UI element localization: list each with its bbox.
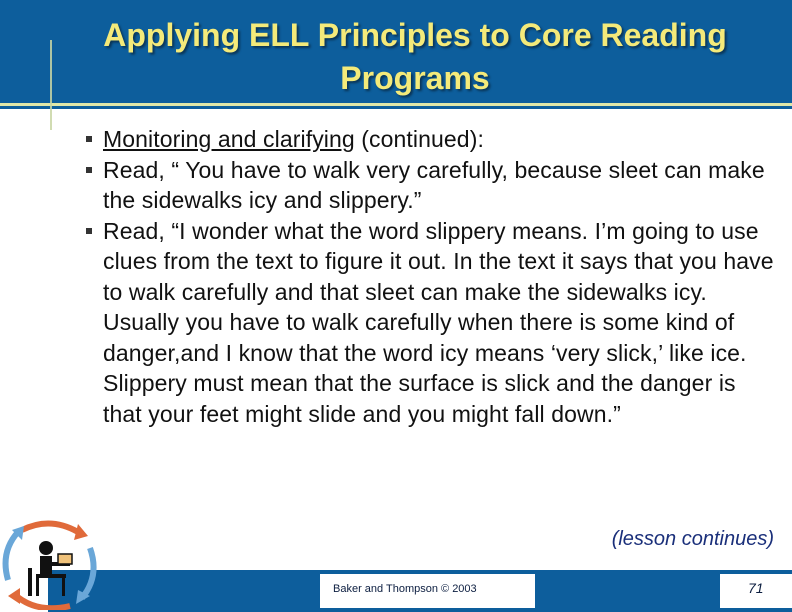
slide-title: Applying ELL Principles to Core Reading Programs xyxy=(103,17,727,96)
lesson-continues-note: (lesson continues) xyxy=(611,528,774,550)
reader-at-desk-with-cycle-arrows-icon xyxy=(2,518,98,610)
bullet-text xyxy=(103,216,778,430)
square-bullet-icon xyxy=(86,228,92,234)
bullet-item xyxy=(78,124,778,155)
bullet-item xyxy=(78,155,778,216)
square-bullet-icon xyxy=(86,136,92,142)
page-number: 71 xyxy=(748,580,764,596)
bullet-text xyxy=(103,124,778,155)
bullet-plain-text: Read, “I wonder what the word slippery means. I’m going to use clues from the text to figure it out. In the text it says that you have to walk carefully and that sleet can make the sidewalks icy. Usually you have to walk carefully when there is some kind of danger,and I know that the word icy means ‘very slick,’ like ice. Slippery must mean that the surface is slick and the danger is that your feet might slide and you might fall down.” xyxy=(103,217,774,427)
bullet-plain-text: (continued): xyxy=(354,126,484,152)
title-divider xyxy=(0,103,792,106)
bullet-item xyxy=(78,216,778,430)
square-bullet-icon xyxy=(86,167,92,173)
bullet-list xyxy=(78,124,778,429)
bullet-underlined-text: Monitoring and clarifying xyxy=(103,126,355,152)
bullet-text xyxy=(103,155,778,216)
bullet-plain-text: Read, “ You have to walk very carefully, because sleet can make the sidewalks icy and slippery.” xyxy=(103,156,765,213)
footer-credit: Baker and Thompson © 2003 xyxy=(333,583,477,595)
title-accent-line xyxy=(50,40,52,130)
